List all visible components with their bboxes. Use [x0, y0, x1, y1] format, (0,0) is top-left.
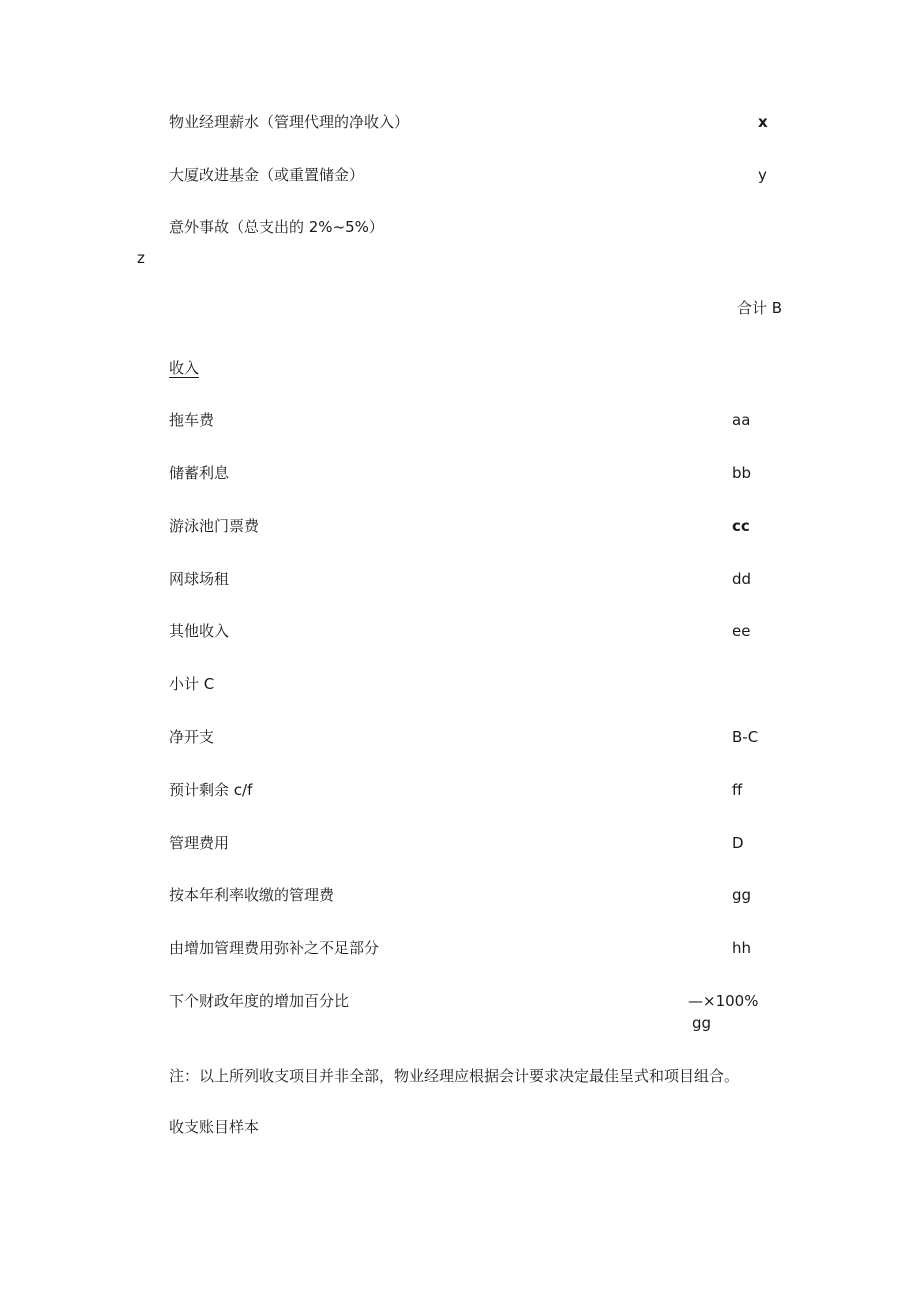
summary-item-label: 净开支 [169, 728, 215, 746]
summary-item-label: 按本年利率收缴的管理费 [169, 886, 335, 904]
expense-item-label: 意外事故（总支出的 2%~5%） [169, 218, 384, 236]
summary-item-value: D [732, 834, 744, 852]
income-item-label: 储蓄利息 [169, 464, 230, 482]
expense-item-value: x [758, 113, 768, 131]
total-b-label: 合计 B [737, 299, 783, 317]
subtotal-c-label: 小计 C [169, 675, 215, 693]
income-item-value: aa [732, 411, 751, 429]
summary-item-value: hh [732, 939, 752, 957]
expense-item-label: 物业经理薪水（管理代理的净收入） [169, 113, 410, 131]
income-item-value: dd [732, 570, 752, 588]
summary-item-label: 由增加管理费用弥补之不足部分 [169, 939, 380, 957]
increase-pct-label: 下个财政年度的增加百分比 [169, 992, 350, 1010]
income-item-label: 游泳池门票费 [169, 517, 260, 535]
sample-heading: 收支账目样本 [169, 1118, 260, 1136]
income-item-value: bb [732, 464, 752, 482]
income-heading: 收入 [169, 359, 200, 377]
income-item-label: 拖车费 [169, 411, 215, 429]
income-item-value: cc [732, 517, 750, 535]
expense-item-value: y [758, 166, 767, 184]
increase-pct-denominator: gg [692, 1014, 712, 1032]
income-item-label: 网球场租 [169, 570, 230, 588]
summary-item-label: 预计剩余 c/f [169, 781, 253, 799]
summary-item-label: 管理费用 [169, 834, 230, 852]
income-item-value: ee [732, 622, 751, 640]
increase-pct-formula: —×100% [688, 992, 759, 1010]
note-text: 注：以上所列收支项目并非全部，物业经理应根据会计要求决定最佳呈式和项目组合。 [169, 1067, 740, 1085]
summary-item-value: gg [732, 886, 752, 904]
expense-item-value: z [137, 249, 145, 267]
expense-item-label: 大厦改进基金（或重置储金） [169, 166, 365, 184]
summary-item-value: B-C [732, 728, 759, 746]
summary-item-value: ff [732, 781, 743, 799]
income-item-label: 其他收入 [169, 622, 230, 640]
